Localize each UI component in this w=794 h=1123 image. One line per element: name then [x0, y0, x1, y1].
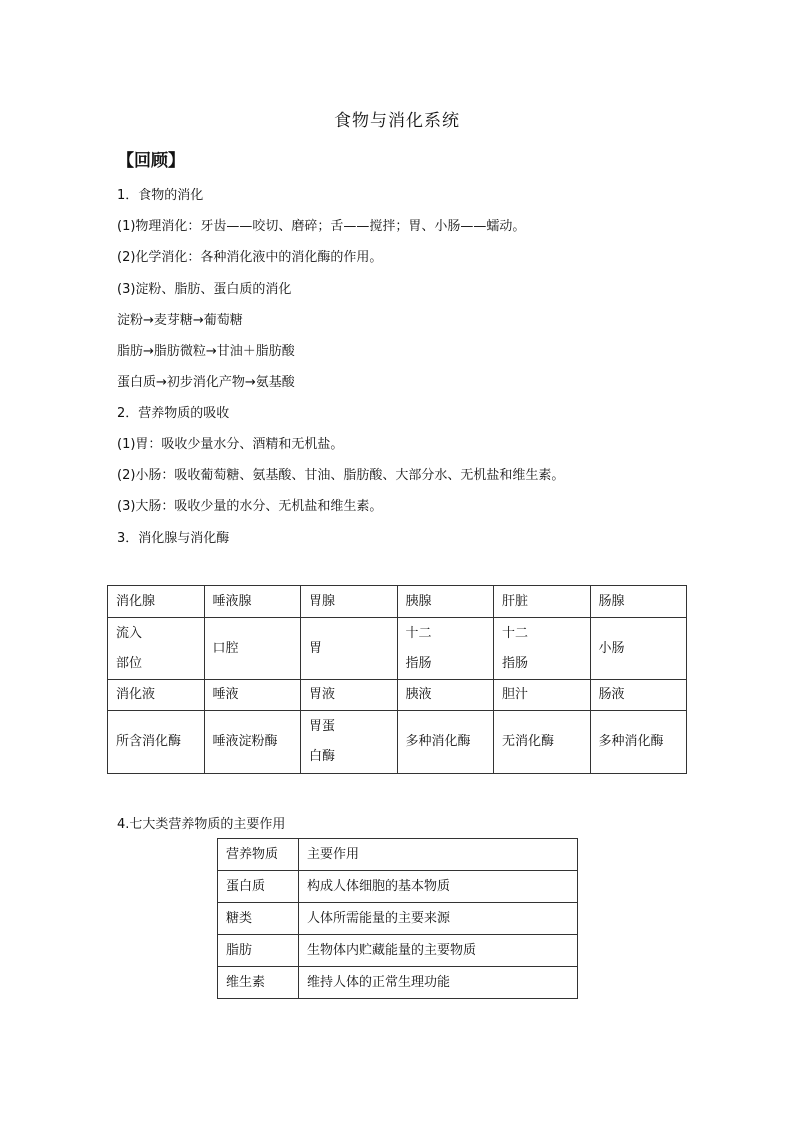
- line-small-intestine-absorption: (2)小肠：吸收葡萄糖、氨基酸、甘油、脂肪酸、大部分水、无机盐和维生素。: [117, 468, 565, 483]
- cell-line: 指肠: [405, 655, 432, 671]
- cell-line: 白酶: [309, 749, 336, 764]
- line-digestion-of-nutrients: (3)淀粉、脂肪、蛋白质的消化: [117, 282, 292, 297]
- table-cell: 无消化酶: [494, 711, 591, 774]
- table-cell: 小肠: [590, 618, 687, 680]
- table-cell: [108, 618, 205, 680]
- table-cell: 多种消化酶: [397, 711, 494, 774]
- line-fat-pathway: 脂肪→脂肪微粒→甘油＋脂肪酸: [117, 344, 295, 359]
- table-row: [108, 680, 687, 711]
- table-cell: [301, 711, 398, 774]
- table-cell: 主要作用: [299, 839, 578, 871]
- table-cell: 胰液: [397, 680, 494, 711]
- table-row: [108, 711, 687, 774]
- review-heading: 【回顾】: [117, 151, 185, 171]
- line-glands-heading: 3．消化腺与消化酶: [117, 531, 230, 546]
- table-cell: 肠腺: [590, 586, 687, 618]
- table-cell: 唾液淀粉酶: [204, 711, 301, 774]
- table-row: [218, 903, 578, 935]
- table-cell: 维生素: [218, 967, 299, 999]
- nutrient-function-table: [217, 838, 578, 999]
- cell-line: 十二: [502, 625, 529, 641]
- table-cell: 口腔: [204, 618, 301, 680]
- table-cell: 多种消化酶: [590, 711, 687, 774]
- digestive-gland-table: [107, 585, 687, 774]
- table-cell: 肝脏: [494, 586, 591, 618]
- line-large-intestine-absorption: (3)大肠：吸收少量的水分、无机盐和维生素。: [117, 499, 383, 514]
- table-cell: 唾液: [204, 680, 301, 711]
- table-row: [218, 935, 578, 967]
- line-food-digestion: 1．食物的消化: [117, 188, 204, 203]
- table-row: [218, 839, 578, 871]
- table-cell: 生物体内贮藏能量的主要物质: [299, 935, 578, 967]
- nutrient-table-caption: 4.七大类营养物质的主要作用: [117, 817, 286, 832]
- line-chemical-digestion: (2)化学消化：各种消化液中的消化酶的作用。: [117, 250, 383, 265]
- table-cell: 构成人体细胞的基本物质: [299, 871, 578, 903]
- table-cell: 胃腺: [301, 586, 398, 618]
- line-stomach-absorption: (1)胃：吸收少量水分、酒精和无机盐。: [117, 437, 344, 452]
- table-row: [218, 871, 578, 903]
- line-absorption-heading: 2．营养物质的吸收: [117, 406, 230, 421]
- line-starch-pathway: 淀粉→麦芽糖→葡萄糖: [117, 313, 243, 328]
- table-cell: 消化液: [108, 680, 205, 711]
- table-cell: 营养物质: [218, 839, 299, 871]
- line-physical-digestion: (1)物理消化：牙齿——咬切、磨碎；舌——搅拌；胃、小肠——蠕动。: [117, 219, 526, 234]
- line-protein-pathway: 蛋白质→初步消化产物→氨基酸: [117, 375, 295, 390]
- table-cell: 胰腺: [397, 586, 494, 618]
- cell-line: 十二: [405, 625, 432, 641]
- table-cell: 胃液: [301, 680, 398, 711]
- cell-line: 胃蛋: [309, 719, 336, 734]
- table-cell: 人体所需能量的主要来源: [299, 903, 578, 935]
- table-cell: 所含消化酶: [108, 711, 205, 774]
- inflow-label-line: 流入: [116, 625, 143, 641]
- table-cell: 维持人体的正常生理功能: [299, 967, 578, 999]
- inflow-label-line: 部位: [116, 655, 143, 671]
- table-cell: 消化腺: [108, 586, 205, 618]
- table-cell: 胆汁: [494, 680, 591, 711]
- table-row: [218, 967, 578, 999]
- table-row: [108, 618, 687, 680]
- cell-line: 指肠: [502, 655, 529, 671]
- table-cell: [397, 618, 494, 680]
- table-cell: 蛋白质: [218, 871, 299, 903]
- table-cell: 糖类: [218, 903, 299, 935]
- table-cell: 脂肪: [218, 935, 299, 967]
- table-cell: 肠液: [590, 680, 687, 711]
- table-row: [108, 586, 687, 618]
- table-cell: 胃: [301, 618, 398, 680]
- page-title: 食物与消化系统: [334, 111, 460, 131]
- table-cell: 唾液腺: [204, 586, 301, 618]
- table-cell: [494, 618, 591, 680]
